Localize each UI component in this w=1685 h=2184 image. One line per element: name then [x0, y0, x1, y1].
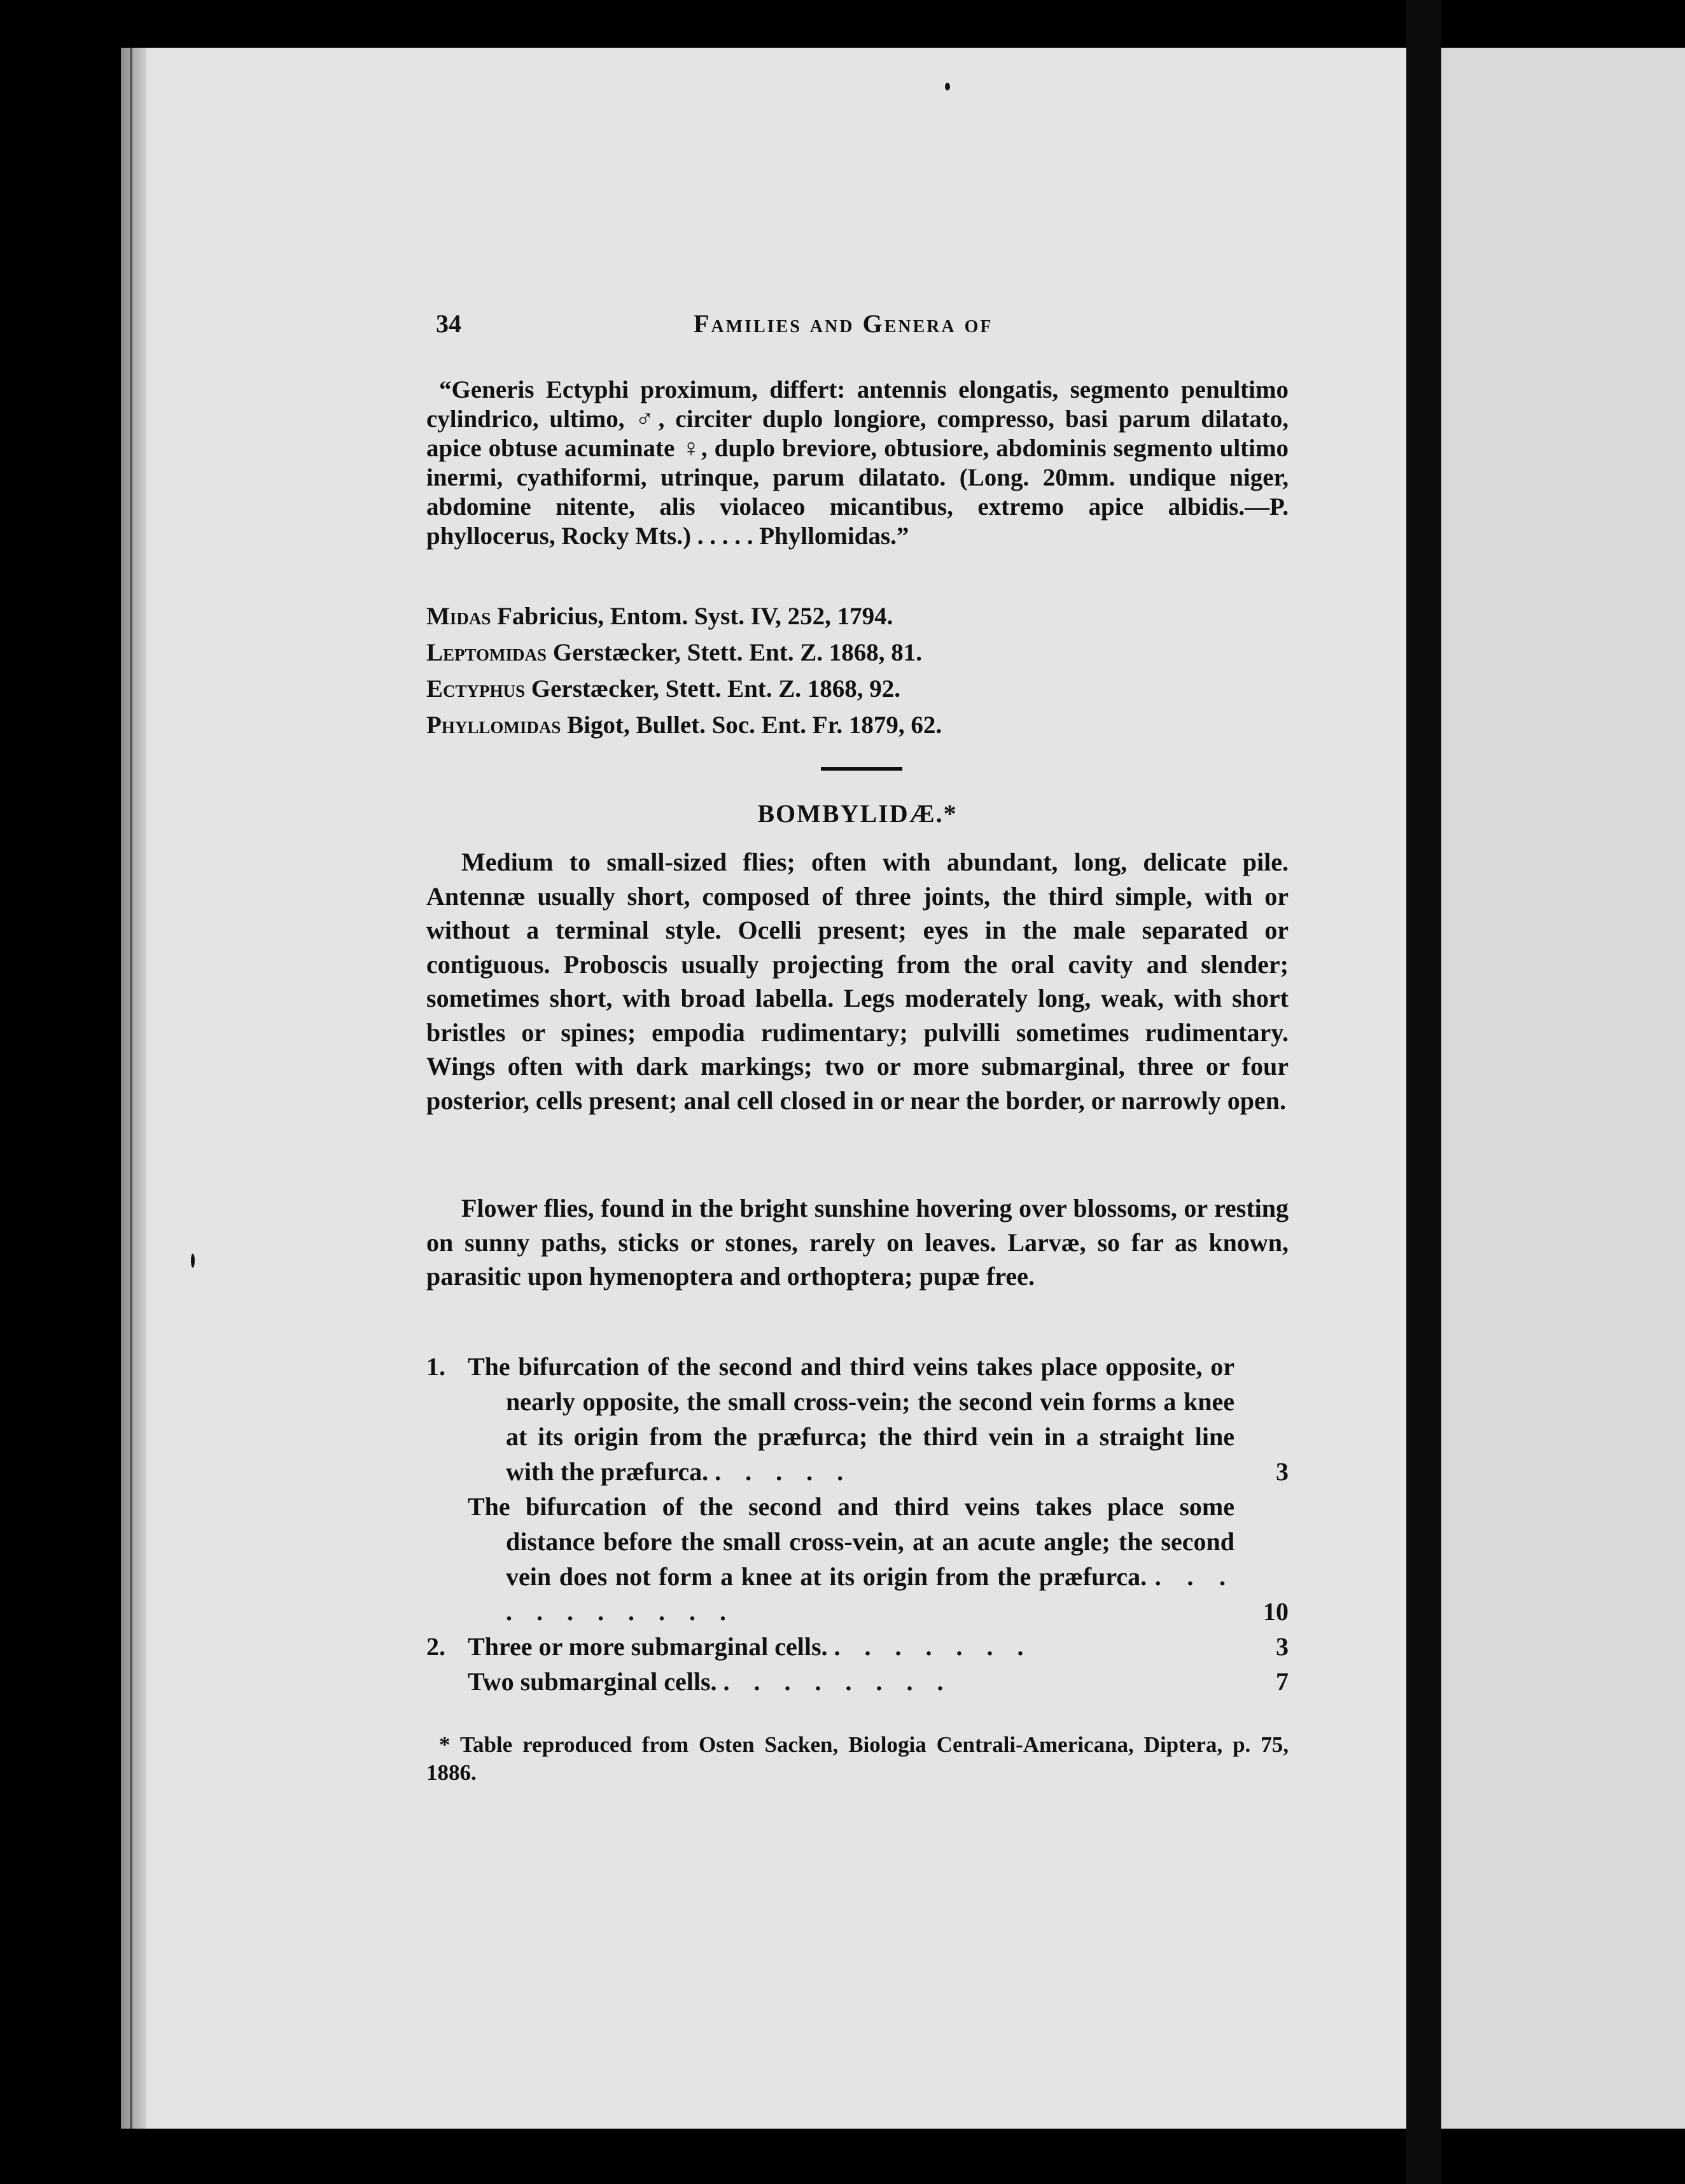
- key-couplet: [426, 1349, 1289, 1489]
- reference-line: [426, 598, 1289, 634]
- speck: [945, 83, 950, 90]
- speck: [191, 1254, 195, 1268]
- reference-line: [426, 707, 1289, 743]
- section-divider: [821, 767, 902, 771]
- couplet-text: Two submarginal cells. . . . . . . . .: [468, 1667, 953, 1696]
- running-header: [426, 309, 1289, 347]
- couplet-number: 2.: [426, 1632, 445, 1661]
- genus-name: Midas: [426, 603, 491, 630]
- latin-quotation: “Generis Ectyphi proximum, differt: antennis elongatis, segmento penultimo cylindrico, ultimo, ♂, circiter duplo longiore, compresso, basi parum dilatato, apice obtuse acuminate ♀, duplo breviore, obtusiore, abdominis segmento ultimo inermi, cyathiformi, utrinque, parum dilatato. (Long. 20mm. undique niger, abdomine nitente, alis violaceo micantibus, extremo apice albidis.—P. phyllocerus, Rocky Mts.) . . . . . Phyllomidas.”: [426, 376, 1289, 550]
- genus-name: Phyllomidas: [426, 711, 561, 739]
- footnote: * Table reproduced from Osten Sacken, Biologia Centrali-Americana, Diptera, p. 75, 1886.: [426, 1732, 1289, 1785]
- couplet-goto: 7: [1276, 1667, 1289, 1696]
- page-left-edge-line: [130, 48, 132, 2129]
- dot-leader: . . . . . . .: [834, 1632, 1033, 1661]
- dot-leader: . . . . . . . . . . .: [506, 1562, 1235, 1626]
- key-couplet: [426, 1489, 1289, 1629]
- couplet-text: Three or more submarginal cells. . . . . . . .: [468, 1632, 1033, 1661]
- habits-paragraph: Flower flies, found in the bright sunshine hovering over blossoms, or resting on sunny paths, sticks or stones, rarely on leaves. Larvæ, so far as known, parasitic upon hymenoptera and orthoptera; pupæ free.: [426, 1194, 1289, 1291]
- couplet-goto: 3: [1276, 1457, 1289, 1486]
- genus-references: [426, 598, 1289, 743]
- citation: Gerstæcker, Stett. Ent. Z. 1868, 92.: [531, 675, 901, 703]
- citation: Fabricius, Entom. Syst. IV, 252, 1794.: [497, 603, 893, 630]
- couplet-number: 1.: [426, 1352, 445, 1381]
- couplet-text: The bifurcation of the second and third veins takes place opposite, or nearly opposite, the small cross-vein; the second vein forms a knee at its origin from the præfurca; the third vein in a straight line with the præfurca. . . . . .: [468, 1352, 1234, 1486]
- reference-line: [426, 634, 1289, 671]
- key-couplet: [426, 1664, 1289, 1699]
- citation: Bigot, Bullet. Soc. Ent. Fr. 1879, 62.: [567, 711, 942, 739]
- family-heading: BOMBYLIDÆ.*: [757, 799, 958, 828]
- description-paragraph: Medium to small-sized flies; often with abundant, long, delicate pile. Antennæ usually short, composed of three joints, the third simple, with or without a terminal style. Ocelli present; eyes in the male separated or contiguous. Proboscis usually projecting from the oral cavity and slender; sometimes short, with broad labella. Legs moderately long, weak, with short bristles or spines; empodia rudimentary; pulvilli sometimes rudimentary. Wings often with dark markings; two or more submarginal, three or four posterior, cells present; anal cell closed in or near the border, or narrowly open.: [426, 848, 1289, 1115]
- genus-name: Leptomidas: [426, 639, 547, 666]
- dot-leader: . . . . .: [715, 1457, 853, 1486]
- couplet-text: The bifurcation of the second and third veins takes place some distance before the small cross-vein, at an acute angle; the second vein does not form a knee at its origin from the præfurca. . . . . . . . . . . .: [468, 1492, 1235, 1626]
- citation: Gerstæcker, Stett. Ent. Z. 1868, 81.: [552, 639, 923, 666]
- reference-line: [426, 671, 1289, 707]
- dot-leader: . . . . . . . .: [723, 1667, 953, 1696]
- facing-page-edge: [1441, 48, 1685, 2129]
- couplet-goto: 10: [1263, 1597, 1289, 1626]
- running-title: Families and Genera of: [694, 309, 993, 338]
- book-gutter: [1406, 0, 1441, 2184]
- genus-name: Ectyphus: [426, 675, 526, 703]
- couplet-goto: 3: [1276, 1632, 1289, 1661]
- page-number: 34: [436, 309, 461, 338]
- key-couplet: [426, 1629, 1289, 1664]
- page-left-edge: [121, 48, 146, 2129]
